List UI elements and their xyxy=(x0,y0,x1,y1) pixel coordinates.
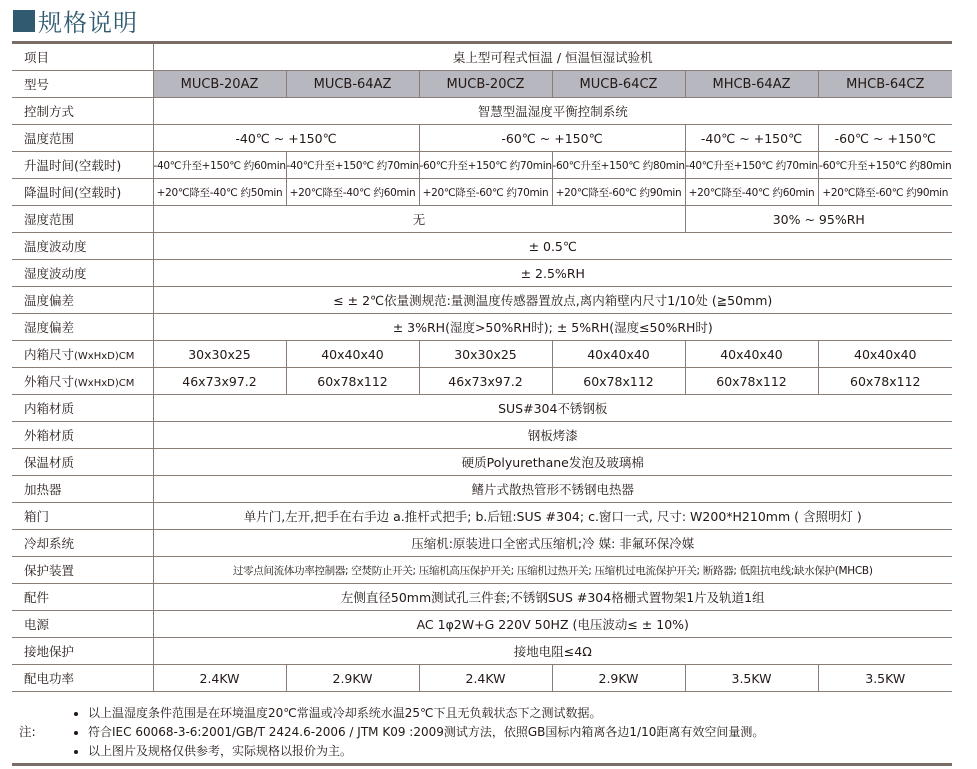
row-label-text: 湿度范围 xyxy=(24,212,75,227)
value-cell: 压缩机:原装进口全密式压缩机;冷 媒: 非氟环保冷媒 xyxy=(153,530,952,557)
note-item: • 符合IEC 60068-3-6:2001/GB/T 2424.6-2006 / JTM K09 :2009测试方法，依照GB国标内箱离各边1/10距离有效空间量测。 xyxy=(88,723,764,742)
value-cell: 60x78x112 xyxy=(818,368,952,395)
value-cell: 接地电阻≤4Ω xyxy=(153,638,952,665)
row-label xyxy=(12,260,153,287)
row-label-text: 湿度波动度 xyxy=(24,266,87,281)
value-cell: +20℃降至-40℃ 约60min xyxy=(286,179,419,206)
table-row xyxy=(12,71,952,98)
row-label-text: 内箱材质 xyxy=(24,401,75,416)
model-header-cell: MUCB-20CZ xyxy=(419,71,552,98)
value-cell: 2.4KW xyxy=(419,665,552,692)
value-cell: SUS#304不锈钢板 xyxy=(153,395,952,422)
value-cell: +20℃降至-60℃ 约90min xyxy=(818,179,952,206)
value-cell: -40℃升至+150℃ 约60min xyxy=(153,152,286,179)
table-row xyxy=(12,665,952,692)
row-label xyxy=(12,287,153,314)
row-label xyxy=(12,611,153,638)
value-cell: -40℃升至+150℃ 约70min xyxy=(286,152,419,179)
row-label-text: 箱门 xyxy=(24,509,50,524)
value-cell: 2.9KW xyxy=(552,665,685,692)
value-cell: AC 1φ2W+G 220V 50HZ (电压波动≤ ± 10%) xyxy=(153,611,952,638)
table-row xyxy=(12,341,952,368)
square-bullet-icon xyxy=(13,10,35,32)
row-label xyxy=(12,449,153,476)
value-cell: 2.9KW xyxy=(286,665,419,692)
row-label-text: 降温时间(空载时) xyxy=(24,185,122,200)
table-row xyxy=(12,125,952,152)
value-cell: 46x73x97.2 xyxy=(153,368,286,395)
value-cell: ± 0.5℃ xyxy=(153,233,952,260)
row-label-text: 外箱材质 xyxy=(24,428,75,443)
row-label xyxy=(12,314,153,341)
model-header-cell: MUCB-64CZ xyxy=(552,71,685,98)
value-cell: 40x40x40 xyxy=(685,341,818,368)
row-label xyxy=(12,152,153,179)
table-row xyxy=(12,611,952,638)
value-cell: 30x30x25 xyxy=(419,341,552,368)
value-cell: -60℃升至+150℃ 约80min xyxy=(818,152,952,179)
row-label xyxy=(12,422,153,449)
model-header-cell: MUCB-64AZ xyxy=(286,71,419,98)
table-row xyxy=(12,584,952,611)
row-label-text: 型号 xyxy=(24,77,50,92)
table-row xyxy=(12,557,952,584)
table-row xyxy=(12,152,952,179)
value-cell: 3.5KW xyxy=(818,665,952,692)
row-label-text: 配电功率 xyxy=(24,671,75,686)
table-row xyxy=(12,476,952,503)
row-label-text: 内箱尺寸 xyxy=(24,347,75,362)
value-cell: +20℃降至-40℃ 约50min xyxy=(153,179,286,206)
value-cell: 3.5KW xyxy=(685,665,818,692)
value-cell: 60x78x112 xyxy=(685,368,818,395)
table-row xyxy=(12,287,952,314)
value-cell: 钢板烤漆 xyxy=(153,422,952,449)
table-row xyxy=(12,530,952,557)
row-label-unit: (WxHxD)CM xyxy=(74,378,135,389)
row-label-text: 温度偏差 xyxy=(24,293,75,308)
value-cell: 30% ~ 95%RH xyxy=(685,206,952,233)
value-cell: 硬质Polyurethane发泡及玻璃棉 xyxy=(153,449,952,476)
row-label xyxy=(12,341,153,368)
row-label-text: 冷却系统 xyxy=(24,536,75,551)
table-row xyxy=(12,260,952,287)
value-cell: 过零点间流体功率控制器; 空焚防止开关; 压缩机高压保护开关; 压缩机过热开关; 压缩机过电流保护开关; 断路器; 低阻抗电线;缺水保护(MHCB) xyxy=(153,557,952,584)
value-cell: -60℃ ~ +150℃ xyxy=(419,125,685,152)
table-row xyxy=(12,43,952,71)
value-cell: 60x78x112 xyxy=(552,368,685,395)
row-label-text: 湿度偏差 xyxy=(24,320,75,335)
value-cell: 40x40x40 xyxy=(286,341,419,368)
table-row xyxy=(12,395,952,422)
row-label xyxy=(12,665,153,692)
value-cell: 智慧型温湿度平衡控制系统 xyxy=(153,98,952,125)
spec-table xyxy=(12,41,952,692)
section-title xyxy=(13,3,138,37)
table-row xyxy=(12,233,952,260)
table-row xyxy=(12,503,952,530)
row-label xyxy=(12,557,153,584)
section-title-text: 规格说明 xyxy=(38,8,138,37)
value-cell: ± 2.5%RH xyxy=(153,260,952,287)
row-label-text: 保护装置 xyxy=(24,563,75,578)
value-cell: -60℃升至+150℃ 约80min xyxy=(552,152,685,179)
row-label xyxy=(12,584,153,611)
row-label-text: 升温时间(空载时) xyxy=(24,158,122,173)
value-cell: 单片门,左开,把手在右手边 a.推杆式把手; b.后钮:SUS #304; c.窗口一式, 尺寸: W200*H210mm ( 含照明灯 ) xyxy=(153,503,952,530)
value-cell: 无 xyxy=(153,206,685,233)
row-label xyxy=(12,476,153,503)
row-label xyxy=(12,125,153,152)
row-label-text: 加热器 xyxy=(24,482,62,497)
table-row xyxy=(12,314,952,341)
value-cell: +20℃降至-60℃ 约90min xyxy=(552,179,685,206)
value-cell: 左侧直径50mm测试孔三件套;不锈钢SUS #304格栅式置物架1片及轨道1组 xyxy=(153,584,952,611)
row-label-text: 项目 xyxy=(24,50,50,65)
row-label xyxy=(12,179,153,206)
table-row xyxy=(12,422,952,449)
value-cell: +20℃降至-60℃ 约70min xyxy=(419,179,552,206)
value-cell: 2.4KW xyxy=(153,665,286,692)
table-row xyxy=(12,638,952,665)
row-label-text: 温度范围 xyxy=(24,131,75,146)
value-cell: 60x78x112 xyxy=(286,368,419,395)
row-label-text: 温度波动度 xyxy=(24,239,87,254)
row-label-text: 配件 xyxy=(24,590,50,605)
row-label xyxy=(12,43,153,71)
row-label xyxy=(12,233,153,260)
table-row xyxy=(12,368,952,395)
value-cell: -40℃升至+150℃ 约70min xyxy=(685,152,818,179)
value-cell: 桌上型可程式恒温 / 恒温恒湿试验机 xyxy=(153,43,952,71)
row-label xyxy=(12,395,153,422)
value-cell: -60℃ ~ +150℃ xyxy=(818,125,952,152)
value-cell: +20℃降至-40℃ 约60min xyxy=(685,179,818,206)
notes-section xyxy=(12,702,952,766)
notes-list xyxy=(72,704,764,761)
note-item: • 以上温湿度条件范围是在环境温度20℃常温或冷却系统水温25℃下且无负载状态下之测试数据。 xyxy=(88,704,764,723)
table-row xyxy=(12,206,952,233)
table-row xyxy=(12,179,952,206)
value-cell: 40x40x40 xyxy=(552,341,685,368)
row-label xyxy=(12,98,153,125)
value-cell: -60℃升至+150℃ 约70min xyxy=(419,152,552,179)
row-label-text: 接地保护 xyxy=(24,644,75,659)
value-cell: 46x73x97.2 xyxy=(419,368,552,395)
value-cell: 30x30x25 xyxy=(153,341,286,368)
value-cell: ± 3%RH(湿度>50%RH时); ± 5%RH(湿度≤50%RH时) xyxy=(153,314,952,341)
table-row xyxy=(12,449,952,476)
value-cell: ≤ ± 2℃依量测规范:量测温度传感器置放点,离内箱壁内尺寸1/10处 (≧50mm) xyxy=(153,287,952,314)
row-label-text: 控制方式 xyxy=(24,104,75,119)
table-row xyxy=(12,98,952,125)
row-label-text: 保温材质 xyxy=(24,455,75,470)
value-cell: -40℃ ~ +150℃ xyxy=(153,125,419,152)
value-cell: 40x40x40 xyxy=(818,341,952,368)
row-label xyxy=(12,368,153,395)
row-label-unit: (WxHxD)CM xyxy=(74,351,135,362)
row-label-text: 电源 xyxy=(24,617,50,632)
model-header-cell: MHCB-64AZ xyxy=(685,71,818,98)
note-item: • 以上图片及规格仅供参考，实际规格以报价为主。 xyxy=(88,742,764,761)
row-label xyxy=(12,530,153,557)
model-header-cell: MUCB-20AZ xyxy=(153,71,286,98)
row-label xyxy=(12,638,153,665)
row-label xyxy=(12,206,153,233)
notes-label: 注: xyxy=(19,724,36,739)
value-cell: 鳍片式散热管形不锈钢电热器 xyxy=(153,476,952,503)
row-label xyxy=(12,71,153,98)
row-label xyxy=(12,503,153,530)
value-cell: -40℃ ~ +150℃ xyxy=(685,125,818,152)
row-label-text: 外箱尺寸 xyxy=(24,374,75,389)
model-header-cell: MHCB-64CZ xyxy=(818,71,952,98)
